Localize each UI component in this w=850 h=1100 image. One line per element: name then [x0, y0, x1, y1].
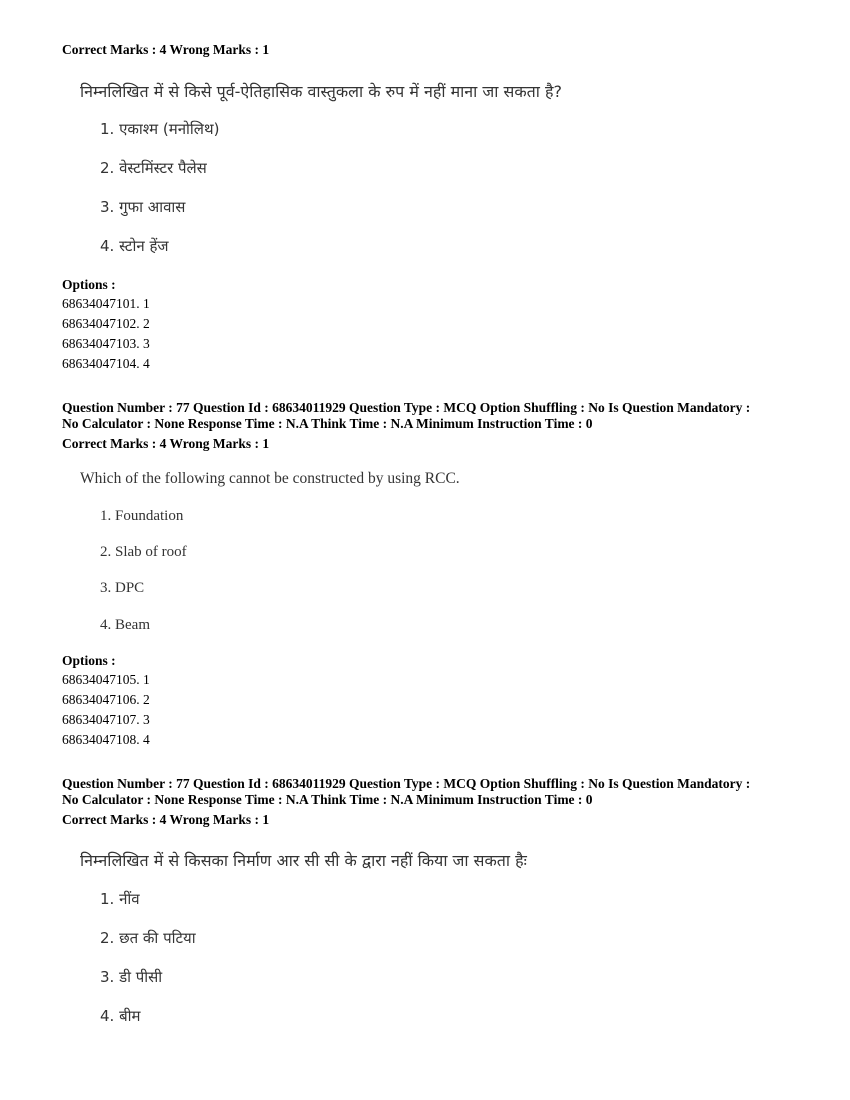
options-label: Options :: [62, 653, 116, 668]
choice-2: 2. Slab of roof: [100, 544, 187, 560]
question-meta-line-2: No Calculator : None Response Time : N.A Think Time : N.A Minimum Instruction Time : 0: [62, 792, 593, 807]
choice-4: 4. स्टोन हेंज: [100, 237, 169, 255]
question-text: निम्नलिखित में से किसे पूर्व-ऐतिहासिक वास्तुकला के रुप में नहीं माना जा सकता है?: [80, 82, 562, 101]
marks-line: Correct Marks : 4 Wrong Marks : 1: [62, 42, 270, 57]
choice-2: 2. वेस्टमिंस्टर पैलेस: [100, 159, 207, 177]
choice-3: 3. DPC: [100, 580, 145, 596]
choice-2: 2. छत की पटिया: [100, 929, 196, 947]
option-row: 68634047106. 2: [62, 692, 150, 707]
option-row: 68634047104. 4: [62, 356, 150, 371]
option-row: 68634047105. 1: [62, 672, 150, 687]
option-row: 68634047101. 1: [62, 296, 150, 311]
choice-3: 3. डी पीसी: [100, 968, 163, 986]
choice-1: 1. एकाश्म (मनोलिथ): [100, 120, 220, 138]
option-row: 68634047102. 2: [62, 316, 150, 331]
choice-1: 1. Foundation: [100, 508, 184, 524]
question-meta-line-2: No Calculator : None Response Time : N.A Think Time : N.A Minimum Instruction Time : 0: [62, 416, 593, 431]
question-text: निम्नलिखित में से किसका निर्माण आर सी सी के द्वारा नहीं किया जा सकता हैः: [80, 851, 527, 870]
marks-line: Correct Marks : 4 Wrong Marks : 1: [62, 436, 270, 451]
choice-3: 3. गुफा आवास: [100, 198, 186, 216]
choice-1: 1. नींव: [100, 890, 140, 908]
question-meta-line-1: Question Number : 77 Question Id : 68634011929 Question Type : MCQ Option Shuffling : No Is Question Mandatory :: [62, 400, 751, 415]
option-row: 68634047108. 4: [62, 732, 150, 747]
question-text: Which of the following cannot be constructed by using RCC.: [80, 470, 460, 487]
marks-line: Correct Marks : 4 Wrong Marks : 1: [62, 812, 270, 827]
question-meta-line-1: Question Number : 77 Question Id : 68634011929 Question Type : MCQ Option Shuffling : No Is Question Mandatory :: [62, 776, 751, 791]
option-row: 68634047107. 3: [62, 712, 150, 727]
choice-4: 4. Beam: [100, 617, 150, 633]
choice-4: 4. बीम: [100, 1007, 141, 1025]
options-label: Options :: [62, 277, 116, 292]
option-row: 68634047103. 3: [62, 336, 150, 351]
